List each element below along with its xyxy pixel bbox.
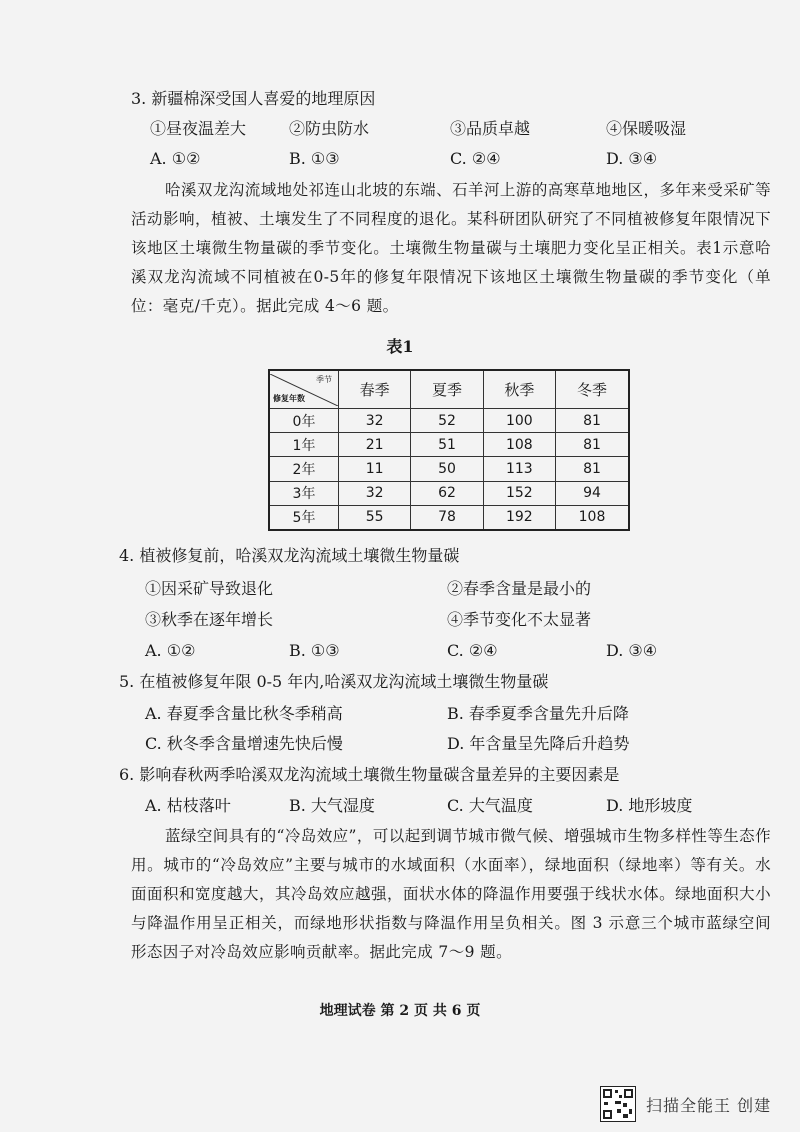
q4-choice-d: D. ③④: [606, 641, 658, 660]
table-row: [269, 457, 629, 481]
header-autumn: 秋季: [483, 370, 555, 409]
table-cell: 55: [339, 505, 411, 530]
data-table: [268, 369, 630, 531]
passage-2: 蓝绿空间具有的“冷岛效应”，可以起到调节城市微气候、增强城市生物多样性等生态作用。城市的“冷岛效应”主要与城市的水域面积（水面率），绿地面积（绿地率）等有关。水面面积和宽度越大，其冷岛效应越强，面状水体的降温作用要强于线状水体。绿地面积大小与降温作用呈正相关，而绿地形状指数与降温作用呈负相关。图 3 示意三个城市蓝绿空间形态因子对冷岛效应影响贡献率。据此完成 7～9 题。: [131, 827, 771, 961]
row-label: 1年: [269, 433, 339, 457]
q6-stem: 6. 影响春秋两季哈溪双龙沟流域土壤微生物量碳含量差异的主要因素是: [119, 765, 620, 784]
table-cell: 152: [483, 481, 555, 505]
row-label: 2年: [269, 457, 339, 481]
row-label: 5年: [269, 505, 339, 530]
table-cell: 78: [411, 505, 483, 530]
table-cell: 32: [339, 409, 411, 433]
q5-choice-a: A. 春夏季含量比秋冬季稍高: [145, 704, 343, 723]
watermark-text: 扫描全能王 创建: [646, 1095, 772, 1115]
table-cell: 52: [411, 409, 483, 433]
table-row: [269, 409, 629, 433]
q5-choice-d: D. 年含量呈先降后升趋势: [447, 734, 630, 753]
table-row: [269, 481, 629, 505]
table-corner-cell: [269, 370, 339, 409]
table-cell: 108: [483, 433, 555, 457]
q6-choice-d: D. 地形坡度: [606, 796, 693, 815]
corner-season-label: 季节: [316, 374, 332, 384]
q3-item-3: ③品质卓越: [450, 119, 531, 138]
table-cell: 113: [483, 457, 555, 481]
table-cell: 62: [411, 481, 483, 505]
q4-choice-c: C. ②④: [447, 641, 498, 660]
q4-item-2: ②春季含量是最小的: [447, 579, 592, 598]
q4-choice-a: A. ①②: [145, 641, 196, 660]
table-cell: 11: [339, 457, 411, 481]
q3-choice-d: D. ③④: [606, 149, 658, 168]
q6-choice-a: A. 枯枝落叶: [145, 796, 231, 815]
q3-item-2: ②防虫防水: [289, 119, 370, 138]
q4-stem: 4. 植被修复前，哈溪双龙沟流域土壤微生物量碳: [119, 546, 460, 565]
q3-item-4: ④保暖吸湿: [606, 119, 687, 138]
table-cell: 21: [339, 433, 411, 457]
row-label: 3年: [269, 481, 339, 505]
table-row: [269, 505, 629, 530]
q4-item-4: ④季节变化不太显著: [447, 610, 592, 629]
corner-years-label: 修复年数: [273, 392, 305, 403]
table-cell: 94: [555, 481, 629, 505]
header-winter: 冬季: [555, 370, 629, 409]
table-cell: 50: [411, 457, 483, 481]
table-cell: 32: [339, 481, 411, 505]
q6-choice-c: C. 大气温度: [447, 796, 533, 815]
table-cell: 192: [483, 505, 555, 530]
table-cell: 81: [555, 433, 629, 457]
table-cell: 81: [555, 409, 629, 433]
q4-choice-b: B. ①③: [289, 641, 340, 660]
q4-item-1: ①因采矿导致退化: [145, 579, 274, 598]
header-spring: 春季: [339, 370, 411, 409]
table-title: 表1: [386, 337, 414, 356]
q3-choice-b: B. ①③: [289, 149, 340, 168]
q5-choice-c: C. 秋冬季含量增速先快后慢: [145, 734, 343, 753]
table-row: [269, 433, 629, 457]
q6-choice-b: B. 大气湿度: [289, 796, 375, 815]
page-footer: 地理试卷 第 2 页 共 6 页: [319, 1003, 481, 1019]
header-summer: 夏季: [411, 370, 483, 409]
table-cell: 81: [555, 457, 629, 481]
table-cell: 100: [483, 409, 555, 433]
table-header-row: [269, 370, 629, 409]
q3-choice-c: C. ②④: [450, 149, 501, 168]
qr-code-icon: [600, 1086, 636, 1122]
scanner-watermark: [600, 1086, 771, 1122]
table-cell: 108: [555, 505, 629, 530]
q5-stem: 5. 在植被修复年限 0-5 年内,哈溪双龙沟流域土壤微生物量碳: [119, 672, 549, 691]
q3-stem: 3. 新疆棉深受国人喜爱的地理原因: [131, 89, 376, 108]
passage-1: 哈溪双龙沟流域地处祁连山北坡的东端、石羊河上游的高寒草地地区，多年来受采矿等活动影响，植被、土壤发生了不同程度的退化。某科研团队研究了不同植被修复年限情况下该地区土壤微生物量碳的季节变化。土壤微生物量碳与土壤肥力变化呈正相关。表1示意哈溪双龙沟流域不同植被在0-5年的修复年限情况下该地区土壤微生物量碳的季节变化（单位：毫克/千克）。据此完成 4～6 题。: [131, 181, 771, 315]
table-cell: 51: [411, 433, 483, 457]
q3-choice-a: A. ①②: [150, 149, 201, 168]
q4-item-3: ③秋季在逐年增长: [145, 610, 274, 629]
q3-item-1: ①昼夜温差大: [150, 119, 247, 138]
q5-choice-b: B. 春季夏季含量先升后降: [447, 704, 629, 723]
row-label: 0年: [269, 409, 339, 433]
